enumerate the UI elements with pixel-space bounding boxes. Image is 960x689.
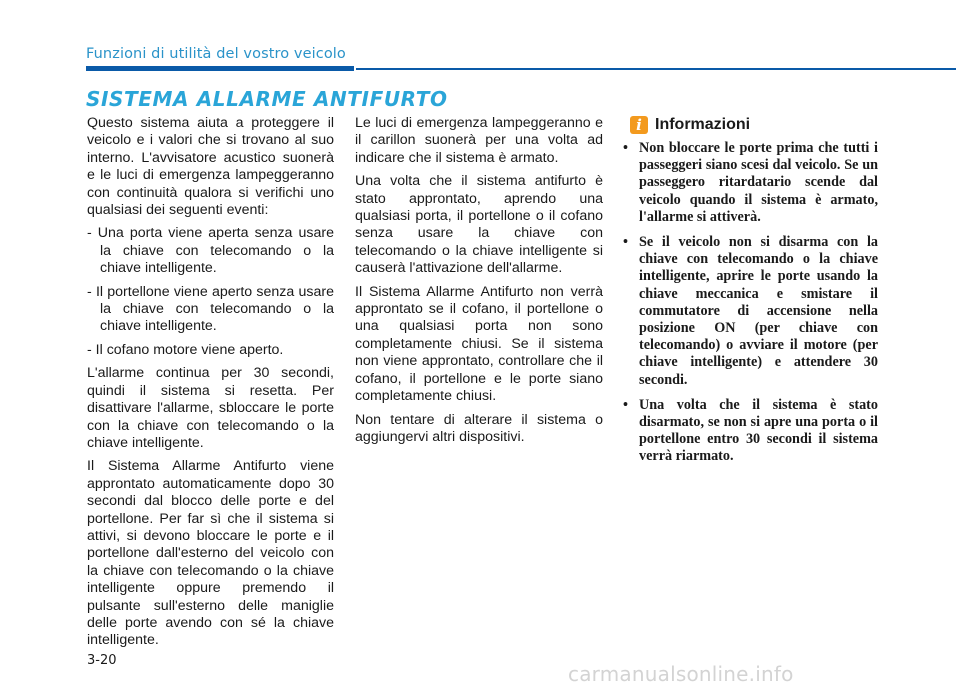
- info-icon: i: [630, 116, 648, 134]
- event-item: - Il cofano motore viene aperto.: [87, 341, 284, 358]
- header-rule: [356, 68, 956, 70]
- bullet: •: [623, 140, 628, 156]
- section-title: SISTEMA ALLARME ANTIFURTO: [86, 87, 448, 111]
- lights-paragraph: Le luci di emergenza lampeggeranno e il carillon suonerà per una volta ad indicare che il sistema è armato.: [355, 115, 603, 166]
- warning-paragraph: Non tentare di alterare il sistema o aggiungervi altri dispositivi.: [355, 411, 603, 445]
- info-item-text: Se il veicolo non si disarma con la chiave con telecomando o la chiave intelligente, aprire le porte usando la chiave meccanica e smistare il commutatore di accensione nella posizione ON (per chiave con telecomando) o avviare il motore (per chiave intelligente) e attendere 30 secondi.: [639, 234, 878, 388]
- info-header: [630, 114, 750, 136]
- info-title: Informazioni: [655, 116, 751, 133]
- event-item: - Il portellone viene aperto senza usare la chiave con telecomando o la chiave intelligente.: [87, 283, 334, 335]
- bullet: •: [623, 396, 628, 413]
- event-item: - Una porta viene aperta senza usare la chiave con telecomando o la chiave intelligente.: [87, 225, 334, 277]
- info-item-text: Una volta che il sistema è stato disarmato, se non si apre una porta o il portellone entro 30 secondi il sistema verrà riarmato.: [639, 396, 878, 465]
- watermark: carmanualsonline.info: [568, 662, 794, 686]
- info-list: [621, 140, 878, 474]
- armed-paragraph: Una volta che il sistema antifurto è stato approntato, aprendo una qualsiasi porta, il portellone o il cofano senza usare la chiave con telecomando o la chiave intelligente si causerà l'attivazione dell'allarme.: [355, 173, 603, 277]
- info-item: [621, 397, 878, 466]
- chapter-title: Funzioni di utilità del vostro veicolo: [86, 46, 346, 62]
- info-item-text: Non bloccare le porte prima che tutti i passeggeri siano scesi dal veicolo. Se un passeggero ritardatario scende dal veicolo quando il sistema è armato, l'allarme si attiverà.: [639, 140, 878, 225]
- system-arming-paragraph: Il Sistema Allarme Antifurto viene approntato automaticamente dopo 30 secondi dal blocco delle porte e del portellone. Per far sì che il sistema si attivi, si devono bloccare le porte e il portellone dall'esterno del veicolo con la chiave con telecomando o la chiave intelligente oppure premendo il pulsante sull'esterno delle maniglie delle porte avendo con sé la chiave intelligente.: [87, 458, 334, 649]
- info-item: [621, 140, 878, 226]
- bullet: •: [623, 234, 628, 251]
- intro-paragraph: Questo sistema aiuta a proteggere il veicolo e i valori che si trovano al suo interno. L'avvisatore acustico suonerà e le luci di emergenza lampeggeranno con continuità qualora si verifichi uno qualsiasi dei seguenti eventi:: [87, 115, 334, 219]
- header-rule-accent: [86, 66, 354, 71]
- page-number: 3-20: [87, 653, 117, 668]
- alarm-duration-paragraph: L'allarme continua per 30 secondi, quindi il sistema si resetta. Per disattivare l'allarme, sbloccare le porte con la chiave con telecomando o la chiave intelligente.: [87, 365, 334, 451]
- not-armed-paragraph: Il Sistema Allarme Antifurto non verrà approntato se il cofano, il portellone o una qualsiasi porta non sono completamente chiusi. Se il sistema non viene approntato, controllare che il cofano, il portellone e le porte siano completamente chiusi.: [355, 283, 603, 405]
- text-column-1: [87, 115, 334, 656]
- info-item: [621, 234, 878, 389]
- text-column-2: [355, 115, 603, 452]
